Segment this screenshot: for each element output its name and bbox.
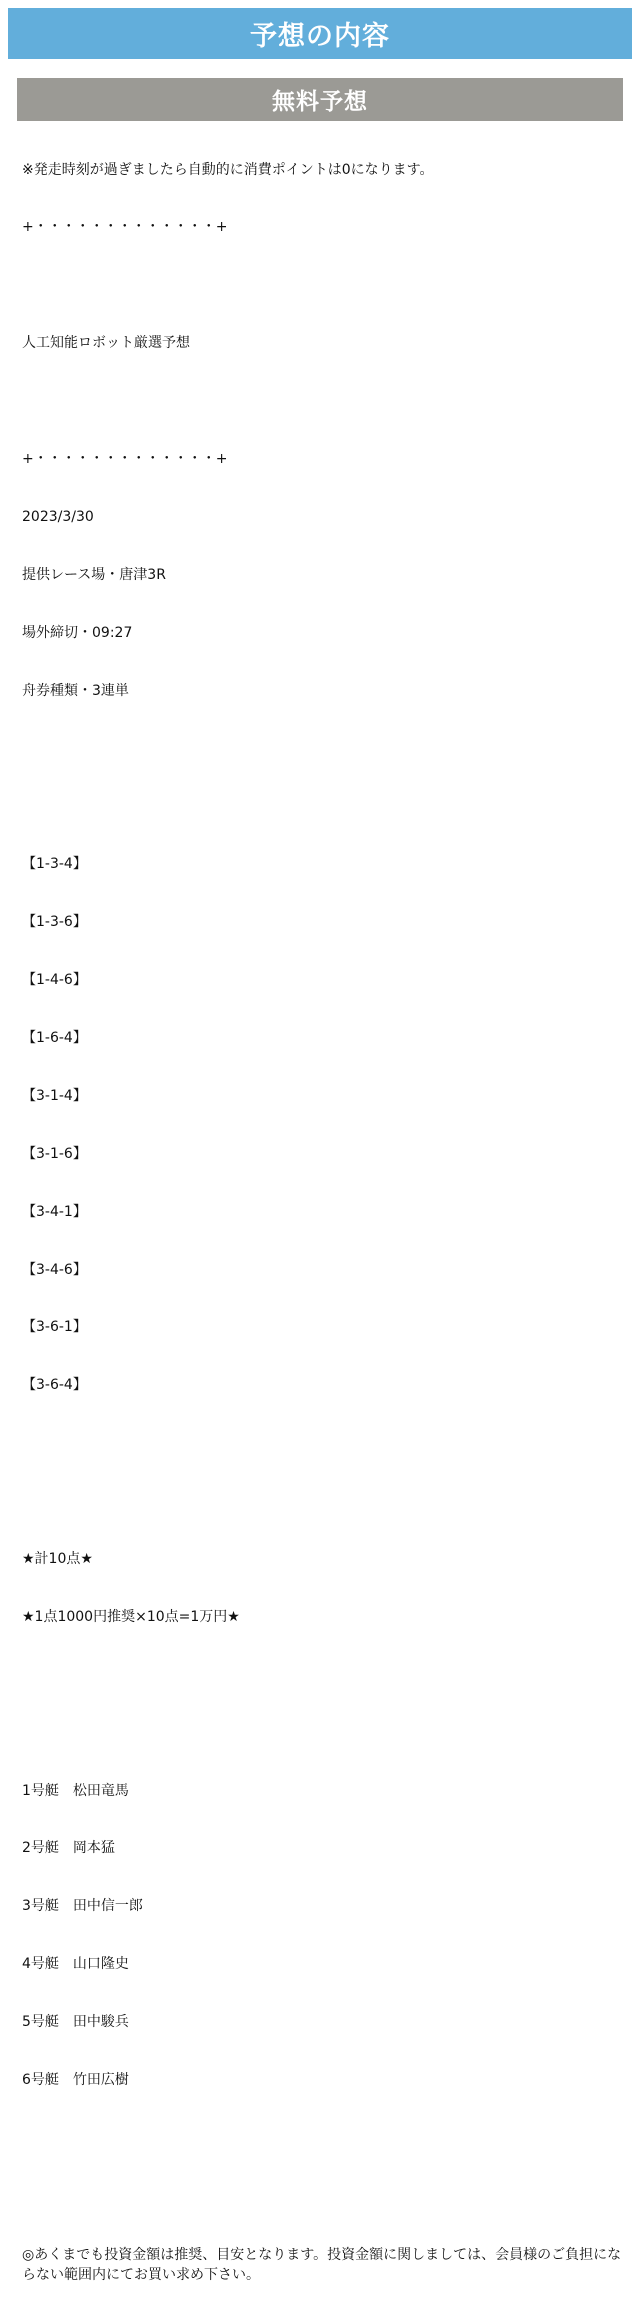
prediction-content — [22, 122, 626, 2304]
list-item: 4号艇 山口隆史 — [22, 1956, 129, 1973]
list-item: 【3-6-4】 — [22, 1377, 87, 1394]
list-item: 【1-3-6】 — [22, 914, 87, 931]
page-header — [8, 8, 632, 59]
combination-list — [22, 817, 626, 1435]
list-item: 【1-3-4】 — [22, 856, 87, 873]
spacer — [22, 2187, 626, 2206]
list-item: 1号艇 松田竜馬 — [22, 1782, 129, 1799]
spacer — [22, 740, 626, 759]
list-item: 5号艇 田中駿兵 — [22, 2014, 129, 2031]
bet-recommendation: ★1点1000円推奨×10点=1万円★ — [22, 1608, 240, 1625]
section-title: 無料予想 — [272, 89, 368, 115]
boat-list — [22, 1743, 626, 2129]
list-item: 【3-6-1】 — [22, 1319, 87, 1336]
list-item: 【3-4-1】 — [22, 1203, 87, 1220]
list-item: 【3-1-4】 — [22, 1087, 87, 1104]
divider-bottom: +・・・・・・・・・・・・・+ — [22, 451, 228, 468]
spacer — [22, 1492, 626, 1511]
notice-bottom: ◎あくまでも投資金額は推奨、目安となります。投資金額に関しましては、会員様のご負担にならない範囲内にてお買い求め下さい。 — [22, 2246, 622, 2283]
total-points: ★計10点★ — [22, 1550, 93, 1567]
list-item: 【1-4-6】 — [22, 972, 87, 989]
race-deadline: 場外締切・09:27 — [22, 624, 133, 641]
spacer — [22, 1666, 626, 1685]
race-date: 2023/3/30 — [22, 508, 94, 525]
spacer — [22, 392, 626, 411]
list-item: 【3-4-6】 — [22, 1261, 87, 1278]
list-item: 3号艇 田中信一郎 — [22, 1898, 143, 1915]
list-item: 6号艇 竹田広樹 — [22, 2071, 129, 2088]
section-header — [17, 78, 623, 121]
prediction-title: 人工知能ロボット厳選予想 — [22, 335, 190, 352]
list-item: 【1-6-4】 — [22, 1029, 87, 1046]
race-venue: 提供レース場・唐津3R — [22, 566, 166, 583]
list-item: 【3-1-6】 — [22, 1145, 87, 1162]
notice-top: ※発走時刻が過ぎましたら自動的に消費ポイントは0になります。 — [22, 161, 434, 178]
ticket-type: 舟券種類・3連単 — [22, 682, 129, 699]
divider-top: +・・・・・・・・・・・・・+ — [22, 219, 228, 236]
list-item: 2号艇 岡本猛 — [22, 1840, 115, 1857]
page-title: 予想の内容 — [250, 21, 390, 52]
spacer — [22, 276, 626, 295]
